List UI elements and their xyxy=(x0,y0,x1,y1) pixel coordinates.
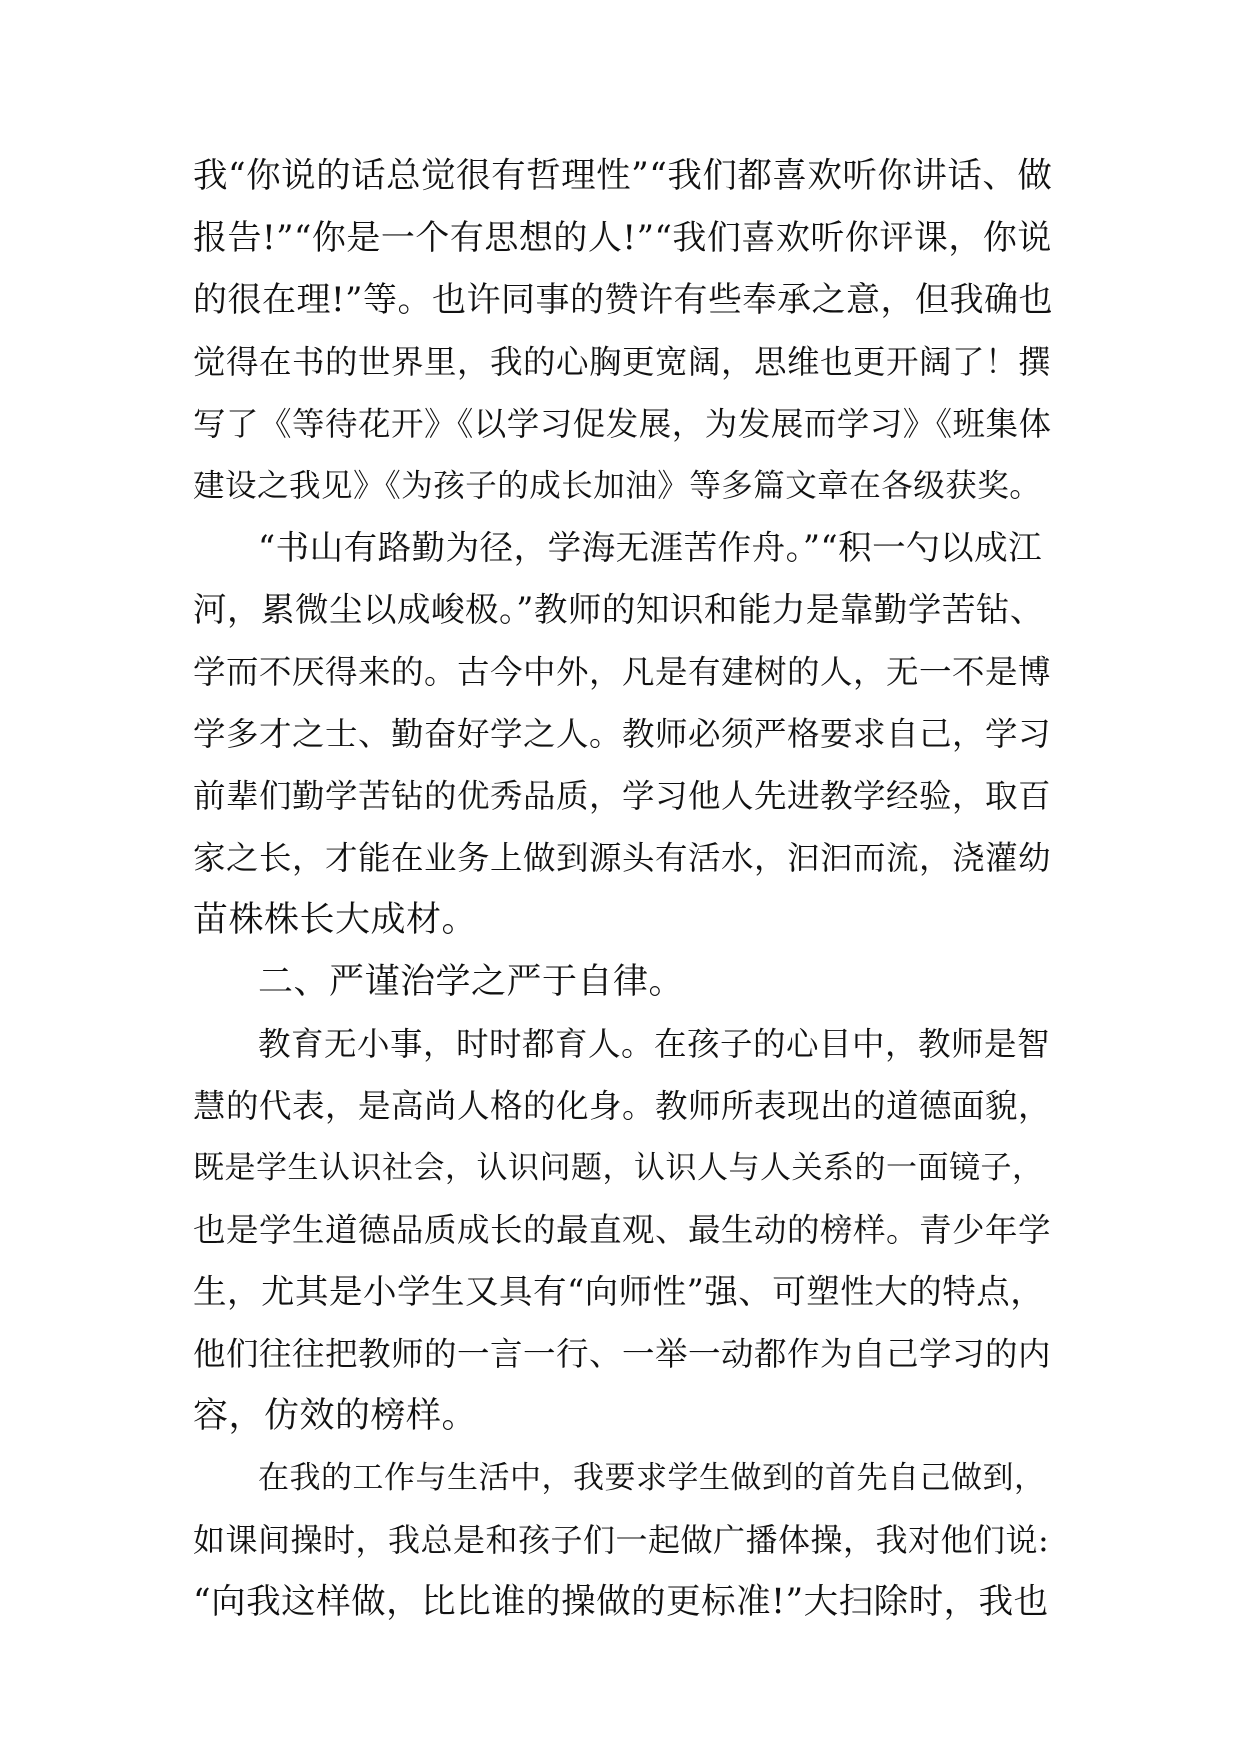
paragraph-first-line: “书山有路勤为径，学海无涯苦作舟。”“积一勺以成江 xyxy=(258,528,1043,567)
text-line: 的很在理!”等。也许同事的赞许有些奉承之意，但我确也 xyxy=(193,280,1054,320)
paragraph-first-line: 教育无小事，时时都育人。在孩子的心目中，教师是智 xyxy=(258,1025,1051,1063)
text-line: 前辈们勤学苦钻的优秀品质，学习他人先进教学经验，取百 xyxy=(193,777,1052,815)
text-line: 学而不厌得来的。古今中外，凡是有建树的人，无一不是博 xyxy=(193,653,1052,691)
text-line: 家之长，才能在业务上做到源头有活水，汩汩而流，浇灌幼 xyxy=(193,839,1052,877)
text-line: 他们往往把教师的一言一行、一举一动都作为自己学习的内 xyxy=(193,1335,1052,1373)
text-line: 我“你说的话总觉很有哲理性”“我们都喜欢听你讲话、做 xyxy=(193,156,1053,196)
text-line: 觉得在书的世界里，我的心胸更宽阔，思维也更开阔了！撰 xyxy=(193,343,1052,381)
text-line: 学多才之士、勤奋好学之人。教师必须严格要求自己，学习 xyxy=(193,715,1052,753)
text-line: “向我这样做，比比谁的操做的更标准!”大扫除时，我也 xyxy=(193,1582,1049,1622)
text-line: 既是学生认识社会，认识问题，认识人与人关系的一面镜子， xyxy=(193,1150,1044,1186)
text-line: 报告!”“你是一个有思想的人!”“我们喜欢听你评课，你说 xyxy=(193,218,1052,258)
text-line: 苗株株长大成材。 xyxy=(193,900,478,940)
text-line: 慧的代表，是高尚人格的化身。教师所表现出的道德面貌， xyxy=(193,1087,1052,1125)
text-line: 河，累微尘以成峻极。”教师的知识和能力是靠勤学苦钻、 xyxy=(193,590,1044,629)
text-line: 建设之我见》《为孩子的成长加油》等多篇文章在各级获奖。 xyxy=(193,468,1042,504)
text-line: 容，仿效的榜样。 xyxy=(193,1396,478,1436)
text-line: 生，尤其是小学生又具有“向师性”强、可塑性大的特点， xyxy=(193,1272,1045,1311)
text-line: 写了《等待花开》《以学习促发展，为发展而学习》《班集体 xyxy=(193,405,1052,443)
paragraph-first-line: 在我的工作与生活中，我要求学生做到的首先自己做到， xyxy=(258,1460,1046,1496)
text-line: 也是学生道德品质成长的最直观、最生动的榜样。青少年学 xyxy=(193,1211,1052,1249)
text-line: 如课间操时，我总是和孩子们一起做广播体操，我对他们说: xyxy=(193,1521,1050,1559)
section-heading: 二、严谨治学之严于自律。 xyxy=(258,962,685,1002)
